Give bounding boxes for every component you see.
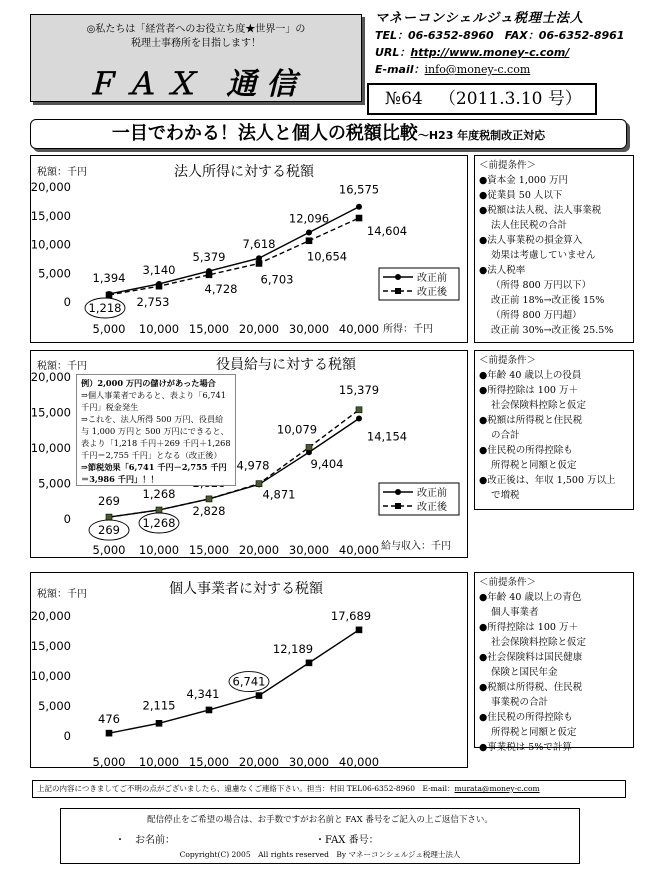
condition-item: ●改正後は、年収 1,500 万以上 xyxy=(479,475,616,486)
headline-main: 一目でわかる！法人と個人の税額比較 xyxy=(111,123,418,144)
y-axis-label: 税額：千円 xyxy=(37,167,87,178)
note-line: ⇒個人事業者であると、表より「6,741 xyxy=(81,390,226,400)
x-tick-label: 20,000 xyxy=(238,322,280,336)
issue-no: №64 xyxy=(385,89,423,109)
data-point xyxy=(206,707,212,713)
data-label: 10,654 xyxy=(306,249,348,264)
data-label: 269 xyxy=(98,523,120,538)
x-tick-label: 15,000 xyxy=(188,322,230,336)
condition-detail: 所得税と同額と仮定 xyxy=(491,460,577,471)
x-tick-label: 15,000 xyxy=(188,543,230,557)
data-point xyxy=(256,481,262,487)
x-tick-label: 5,000 xyxy=(92,543,126,557)
condition-item: ●住民税の所得控除も xyxy=(479,445,573,456)
y-tick-label: 10,000 xyxy=(31,237,71,252)
y-tick-label: 5,000 xyxy=(38,266,71,281)
motto-line-2: 税理士事務所を目指します！ xyxy=(131,38,261,49)
chart-sole-proprietor xyxy=(30,572,468,768)
legend xyxy=(379,268,459,300)
condition-detail: 保険と国民年金 xyxy=(491,667,558,678)
note-line: ＝3,986 千円」！！ xyxy=(81,474,159,484)
x-tick-label: 40,000 xyxy=(338,543,380,557)
condition-detail: 社会保険料控除と仮定 xyxy=(491,637,587,648)
url-label: URL： xyxy=(375,46,411,59)
y-tick-label: 10,000 xyxy=(31,669,71,683)
data-label: 7,618 xyxy=(242,237,276,252)
y-axis-label: 税額：千円 xyxy=(37,589,87,600)
note-line: 千円」税金発生 xyxy=(81,402,139,412)
y-tick-label: 15,000 xyxy=(31,208,71,223)
data-label: 2,828 xyxy=(192,503,226,518)
y-axis-label: 税額：千円 xyxy=(37,361,87,372)
data-label: 1,268 xyxy=(142,486,176,501)
condition-detail: で増税 xyxy=(491,490,520,501)
x-tick-label: 15,000 xyxy=(188,755,230,769)
x-tick-label: 30,000 xyxy=(288,543,330,557)
condition-detail: 事業税の合計 xyxy=(491,697,549,708)
legend-label: 改正前 xyxy=(417,488,447,499)
data-label: 476 xyxy=(98,712,120,727)
firm-name: マネーコンシェルジュ税理士法人 xyxy=(375,11,584,26)
condition-item: ●従業員 50 人以下 xyxy=(479,190,563,201)
fax-field-label: ・FAX 番号： xyxy=(315,835,379,846)
data-point xyxy=(306,660,312,666)
y-tick-label: 0 xyxy=(63,512,71,526)
data-label: 4,728 xyxy=(204,281,238,296)
y-tick-label: 10,000 xyxy=(31,441,71,455)
data-label: 2,115 xyxy=(142,698,176,713)
y-tick-label: 20,000 xyxy=(31,370,71,384)
note-line: 与 1,000 万円と 500 万円にできると、 xyxy=(81,426,229,436)
data-label: 9,404 xyxy=(310,457,344,472)
note-line: 表より「1,218 千円＋269 千円＋1,268 xyxy=(81,438,231,448)
data-label: 10,079 xyxy=(276,422,318,437)
conditions-executive xyxy=(474,350,634,510)
condition-detail: 改正前 18%→改正後 15% xyxy=(491,295,605,306)
condition-item: ●税額は所得税と住民税 xyxy=(479,415,583,426)
issue-date: （2011.3.10 号） xyxy=(438,89,582,109)
condition-item: ●税額は法人税、法人事業税 xyxy=(479,205,602,216)
chart-title: 個人事業者に対する税額 xyxy=(169,581,323,597)
contact-text: 上記の内容につきましてご不明の点がございましたら、遠慮なくご連絡下さい。担当：村田 TEL06-6352-8960 E-mail： xyxy=(37,784,455,793)
x-tick-label: 10,000 xyxy=(138,322,180,336)
data-point xyxy=(106,514,112,520)
x-axis-label: 給与収入：千円 xyxy=(381,541,451,552)
data-label: 1,268 xyxy=(142,515,176,530)
tel-fax: TEL：06-6352-8960 FAX：06-6352-8961 xyxy=(375,29,625,42)
x-tick-label: 40,000 xyxy=(338,755,380,769)
legend-marker xyxy=(395,288,401,294)
conditions-corporate xyxy=(474,155,634,343)
legend xyxy=(379,483,459,515)
condition-item: ●資本金 1,000 万円 xyxy=(479,175,569,186)
condition-detail: （所得 800 万円超） xyxy=(491,310,582,321)
condition-item: ●法人事業税の損金算入 xyxy=(479,235,583,246)
chart-title: 役員給与に対する税額 xyxy=(216,357,356,373)
data-point xyxy=(306,238,312,244)
data-point xyxy=(206,272,212,278)
data-point xyxy=(356,627,362,633)
data-point xyxy=(156,507,162,513)
data-point xyxy=(106,292,112,298)
conditions-heading: ＜前提条件＞ xyxy=(479,160,537,171)
legend-marker xyxy=(395,489,401,495)
note-line: ⇒節税効果「6,741 千円－2,755 千円 xyxy=(81,462,227,472)
x-tick-label: 5,000 xyxy=(92,322,126,336)
chart-svg xyxy=(31,156,469,344)
x-tick-label: 10,000 xyxy=(138,543,180,557)
note-line: ⇒これを、法人所得 500 万円、役員給 xyxy=(81,414,224,424)
email-line xyxy=(375,61,650,78)
legend-label: 改正前 xyxy=(417,273,447,284)
fax-title: ＦＡＸ 通信 xyxy=(85,67,307,102)
x-tick-label: 20,000 xyxy=(238,755,280,769)
y-tick-label: 15,000 xyxy=(31,405,71,420)
x-tick-label: 5,000 xyxy=(92,755,126,769)
data-label: 269 xyxy=(98,494,120,509)
motto xyxy=(31,23,361,51)
data-label: 4,978 xyxy=(236,458,270,473)
data-label: 15,379 xyxy=(338,382,380,397)
data-point xyxy=(256,260,262,266)
chart-corporate xyxy=(30,155,468,343)
data-point xyxy=(256,693,262,699)
data-point xyxy=(306,229,312,235)
copyright: Copyright(C) 2005 All rights reserved By マネーコンシェルジュ税理士法人 xyxy=(179,850,461,859)
note-line: 例）2,000 万円の儲けがあった場合 xyxy=(81,378,216,388)
legend-marker xyxy=(395,274,401,280)
data-label: 4,341 xyxy=(186,686,220,701)
condition-detail: の合計 xyxy=(491,430,520,441)
data-label: 2,753 xyxy=(136,295,170,310)
condition-detail: （所得 800 万円以下） xyxy=(491,280,592,291)
data-point xyxy=(306,444,312,450)
contact-bar xyxy=(32,780,626,798)
data-point xyxy=(106,730,112,736)
legend-label: 改正後 xyxy=(417,287,447,298)
y-tick-label: 20,000 xyxy=(31,180,71,194)
condition-item: ●所得控除は 100 万＋ xyxy=(479,622,578,633)
reply-form xyxy=(60,808,580,864)
data-label: 12,189 xyxy=(272,641,314,656)
url-line xyxy=(375,44,650,61)
firm-contact xyxy=(375,10,650,78)
condition-item: ●住民税の所得控除も xyxy=(479,712,573,723)
data-point xyxy=(356,204,362,210)
contact-email-link[interactable]: murata@money-c.com xyxy=(454,784,540,793)
url-link[interactable]: http://www.money-c.com/ xyxy=(410,46,570,59)
unsubscribe-text: 配信停止をご希望の場合は、お手数ですがお名前と FAX 番号をご記入の上ご返信下さい。 xyxy=(147,815,493,825)
x-tick-label: 40,000 xyxy=(338,322,380,336)
condition-item: ●法人税率 xyxy=(479,265,526,276)
x-tick-label: 10,000 xyxy=(138,755,180,769)
name-field-label: ・ お名前： xyxy=(115,835,175,846)
email-label: E-mail： xyxy=(375,63,425,76)
legend-label: 改正後 xyxy=(417,502,447,513)
condition-item: ●社会保険料は国民健康 xyxy=(479,652,583,663)
x-tick-label: 30,000 xyxy=(288,755,330,769)
x-axis-label: 所得：千円 xyxy=(383,324,433,335)
data-label: 14,154 xyxy=(366,429,408,444)
condition-detail: 個人事業者 xyxy=(491,607,539,618)
condition-detail: 効果は考慮していません xyxy=(491,250,596,261)
data-point xyxy=(356,215,362,221)
header-banner xyxy=(30,14,362,102)
data-point xyxy=(206,496,212,502)
condition-item: ●税額は所得税、住民税 xyxy=(479,682,583,693)
condition-item: ●年齢 40 歳以上の役員 xyxy=(479,370,582,381)
condition-detail: 改正前 30%→改正後 25.5% xyxy=(491,325,614,336)
data-label: 1,394 xyxy=(92,270,126,285)
headline-sub: ～H23 年度税制改正対応 xyxy=(417,129,546,142)
data-label: 6,703 xyxy=(260,272,294,287)
data-label: 1,218 xyxy=(88,300,122,315)
data-label: 4,871 xyxy=(262,487,296,502)
example-note xyxy=(76,374,236,486)
x-tick-label: 20,000 xyxy=(238,543,280,557)
y-tick-label: 0 xyxy=(63,295,71,309)
data-label: 17,689 xyxy=(330,608,372,623)
motto-line-1: ◎私たちは「経営者へのお役立ち度★世界一」の xyxy=(86,24,306,35)
chart-title: 法人所得に対する税額 xyxy=(174,164,314,180)
conditions-heading: ＜前提条件＞ xyxy=(479,577,537,588)
condition-item: ●事業税は 5%で計算 xyxy=(479,742,572,753)
x-tick-label: 30,000 xyxy=(288,322,330,336)
data-point xyxy=(156,283,162,289)
y-tick-label: 20,000 xyxy=(31,609,71,623)
y-tick-label: 5,000 xyxy=(38,476,71,491)
data-label: 12,096 xyxy=(288,211,330,226)
condition-detail: 法人住民税の合計 xyxy=(491,220,568,231)
data-label: 5,379 xyxy=(192,250,226,265)
data-label: 16,575 xyxy=(338,182,380,197)
headline xyxy=(30,119,627,149)
condition-item: ●所得控除は 100 万＋ xyxy=(479,385,578,396)
data-point xyxy=(356,416,362,422)
note-line: 千円＝2,755 千円」となる（改正後） xyxy=(81,450,222,460)
data-label: 3,140 xyxy=(142,262,176,277)
conditions-proprietor xyxy=(474,572,634,753)
issue-number xyxy=(367,83,597,115)
condition-detail: 所得税と同額と仮定 xyxy=(491,727,577,738)
email-link[interactable]: info@money-c.com xyxy=(424,63,531,76)
data-point xyxy=(156,720,162,726)
conditions-heading: ＜前提条件＞ xyxy=(479,355,537,366)
y-tick-label: 0 xyxy=(63,729,71,743)
condition-item: ●年齢 40 歳以上の青色 xyxy=(479,592,582,603)
data-point xyxy=(356,407,362,413)
chart-svg xyxy=(31,573,469,769)
data-label: 6,741 xyxy=(232,674,266,689)
condition-detail: 社会保険料控除と仮定 xyxy=(491,400,587,411)
y-tick-label: 5,000 xyxy=(38,699,71,713)
y-tick-label: 15,000 xyxy=(31,639,71,653)
data-label: 14,604 xyxy=(366,224,408,239)
legend-marker xyxy=(395,503,401,509)
